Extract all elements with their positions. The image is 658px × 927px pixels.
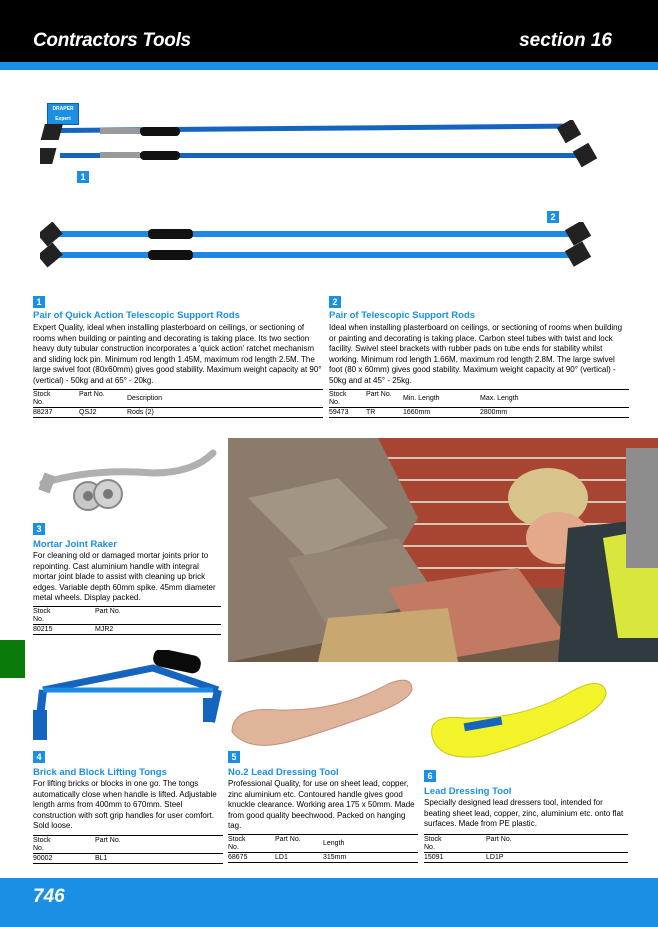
image-badge-2: 2	[547, 211, 559, 223]
table-rule	[33, 606, 221, 607]
quick-action-rods-image	[40, 120, 600, 180]
table-header: Part No.	[275, 836, 301, 843]
lifting-tongs-image	[33, 650, 228, 750]
table-cell: 315mm	[323, 854, 347, 861]
table-rule	[33, 624, 221, 625]
table-header: Stock No.	[329, 391, 347, 406]
table-rule	[33, 634, 221, 635]
table-cell: LD1P	[486, 854, 504, 861]
mortar-raker-image	[33, 448, 223, 518]
table-header: Part No.	[79, 391, 105, 398]
worker-roof-photo	[228, 438, 658, 662]
product-description-2: Ideal when installing plasterboard on ceilings, or sectioning of rooms when building or painting and decorating is taking place. Carbon steel tubes with twist and lock facility. Swivel steel brackets with rubber pads on tube ends for stability whilst working. Minimum rod length 1.66M, maximum rod length 2.8M. The large swivel foot (80 x 60mm) gives good stability. Maximum weight capacity at 90° (vertical) - 50kg and at 45° - 25kg.	[329, 323, 623, 385]
table-cell: TR	[366, 409, 376, 416]
table-rule	[33, 417, 323, 418]
table-cell: 68675	[228, 854, 248, 861]
product-table-2	[329, 389, 629, 419]
product-badge-3: 3	[33, 523, 45, 535]
table-rule	[33, 835, 223, 836]
table-header: Part No.	[486, 836, 512, 843]
product-badge-4: 4	[33, 751, 45, 763]
product-badge-5: 5	[228, 751, 240, 763]
table-header: Stock No.	[228, 836, 246, 851]
product-table-1	[33, 389, 323, 419]
table-cell: Rods (2)	[127, 409, 154, 416]
product-description-4: For lifting bricks or blocks in one go. The tongs automatically close when handle is lifted. Adjustable length arms from 400mm to 670mm. Steel construction with soft grip handles for user comfort. Sold loose.	[33, 779, 217, 830]
product-table-3	[33, 606, 221, 636]
table-header: Max. Length	[480, 395, 519, 402]
header-stripe	[0, 62, 658, 70]
product-badge-2: 2	[329, 296, 341, 308]
product-badge-1: 1	[33, 296, 45, 308]
table-rule	[228, 852, 418, 853]
table-cell: 80215	[33, 626, 53, 633]
table-header: Part No.	[366, 391, 392, 398]
table-header: Stock No.	[424, 836, 442, 851]
image-badge-1: 1	[77, 171, 89, 183]
table-header: Part No.	[95, 837, 121, 844]
table-rule	[33, 389, 323, 390]
table-cell: 59473	[329, 409, 349, 416]
table-cell: BL1	[95, 855, 108, 862]
table-header: Stock No.	[33, 837, 51, 852]
wooden-lead-dressing-tool-image	[228, 672, 418, 752]
table-rule	[424, 834, 628, 835]
rod-4	[40, 241, 591, 267]
rod-2	[40, 143, 597, 168]
yellow-lead-dressing-tool-image	[424, 676, 614, 761]
table-header: Min. Length	[403, 395, 440, 402]
table-rule	[228, 834, 418, 835]
table-rule	[329, 389, 629, 390]
telescopic-rods-image	[40, 222, 600, 272]
table-cell: QSJ2	[79, 409, 97, 416]
table-cell: 1660mm	[403, 409, 431, 416]
table-cell: 15091	[424, 854, 444, 861]
product-title-4: Brick and Block Lifting Tongs	[33, 767, 167, 778]
product-badge-6: 6	[424, 770, 436, 782]
product-title-1: Pair of Quick Action Telescopic Support Rods	[33, 310, 240, 321]
product-title-3: Mortar Joint Raker	[33, 539, 117, 550]
table-rule	[33, 853, 223, 854]
rod-1	[41, 120, 582, 143]
table-header: Part No.	[95, 608, 121, 615]
table-header: Stock No.	[33, 608, 51, 623]
table-rule	[329, 407, 629, 408]
product-description-3: For cleaning old or damaged mortar joints prior to repointing. Cast aluminium handle with integral mortar joint blade to assist with cleaning up brick edges. Variable depth 60mm spike. 45mm diameter metal wheels. Display packed.	[33, 551, 216, 602]
table-cell: 88237	[33, 409, 53, 416]
table-header: Description	[127, 395, 163, 402]
table-header: Stock No.	[33, 391, 51, 406]
table-rule	[33, 863, 223, 864]
table-header: Length	[323, 840, 345, 847]
page-number: 746	[33, 886, 65, 907]
logo-line-1: DRAPER	[52, 106, 74, 112]
table-rule	[329, 417, 629, 418]
product-table-4	[33, 835, 223, 865]
logo-line-2: Expert	[55, 116, 71, 122]
rod-3	[40, 222, 591, 247]
product-table-6	[424, 834, 628, 864]
product-title-6: Lead Dressing Tool	[424, 786, 512, 797]
table-cell: LD1	[275, 854, 288, 861]
product-title-2: Pair of Telescopic Support Rods	[329, 310, 476, 321]
product-table-5	[228, 834, 418, 864]
page-title: Contractors Tools	[33, 30, 191, 51]
table-rule	[424, 862, 628, 863]
product-title-5: No.2 Lead Dressing Tool	[228, 767, 339, 778]
product-description-6: Specially designed lead dressers tool, intended for beating sheet lead, copper, zinc, aluminium etc. onto flat surfaces. Made from PE plastic.	[424, 798, 624, 828]
section-label: section 16	[519, 30, 612, 51]
table-rule	[424, 852, 628, 853]
product-description-1: Expert Quality, ideal when installing plasterboard on ceilings, or sectioning of rooms when building or painting and decorating is taking place. Its two section heavy duty tubular construction incorporates a 'quick action' ratchet mechanism and sliding lock pin. Minimum rod length 1.45M, maximum rod length 2.5M. The large swivel foot (80x60mm) gives good stability. Maximum weight capacity at 90° (vertical) - 50kg and at 65° - 20kg.	[33, 323, 322, 385]
section-side-tab	[0, 640, 25, 678]
table-rule	[33, 407, 323, 408]
table-rule	[228, 862, 418, 863]
product-description-5: Professional Quality, for use on sheet lead, copper, zinc aluminium etc. Contoured handle gives good knuckle clearance. Working area 175 x 50mm. Made from good quality beechwood. Packed on hanging tag.	[228, 779, 415, 830]
page-footer	[0, 878, 658, 927]
table-cell: MJR2	[95, 626, 114, 633]
table-cell: 90002	[33, 855, 53, 862]
table-cell: 2800mm	[480, 409, 508, 416]
